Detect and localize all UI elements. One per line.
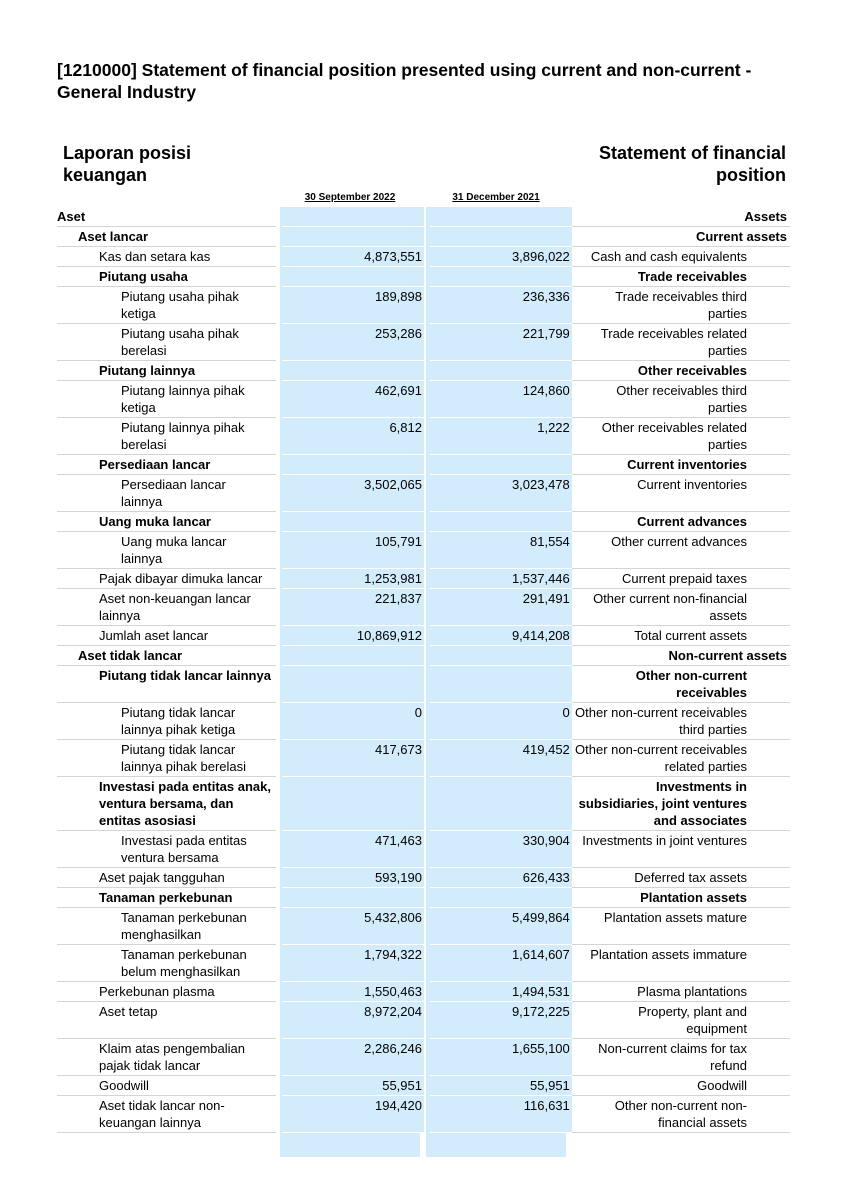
table-row xyxy=(57,532,790,569)
value-2022: 3,502,065 xyxy=(282,475,424,512)
english-label xyxy=(572,777,790,831)
table-row xyxy=(57,1096,790,1133)
english-label-text: Current inventories xyxy=(637,477,747,492)
value-2021: 1,537,446 xyxy=(430,569,572,589)
indonesian-label: Pajak dibayar dimuka lancar xyxy=(57,569,276,589)
table-row xyxy=(57,361,790,381)
table-row xyxy=(57,888,790,908)
value-2022: 417,673 xyxy=(282,740,424,777)
table-row xyxy=(57,646,790,666)
english-label xyxy=(572,512,790,532)
english-label-text: Investments in joint ventures xyxy=(582,833,747,848)
table-row xyxy=(57,626,790,646)
value-2021: 9,414,208 xyxy=(430,626,572,646)
english-label-text: Current prepaid taxes xyxy=(621,571,747,586)
column-header-2021: 31 December 2021 xyxy=(452,192,540,203)
indonesian-label: Uang muka lancar xyxy=(57,512,276,532)
table-row xyxy=(57,945,790,982)
table-row xyxy=(57,418,790,455)
table-row xyxy=(57,381,790,418)
english-label xyxy=(572,1096,790,1133)
english-label-text: Non-current claims for tax refund xyxy=(598,1041,747,1073)
value-2021 xyxy=(430,267,572,287)
indonesian-label: Aset tidak lancar non-keuangan lainnya xyxy=(57,1096,276,1133)
table-row xyxy=(57,1002,790,1039)
indonesian-label: Tanaman perkebunan belum menghasilkan xyxy=(57,945,276,982)
indonesian-label: Persediaan lancar xyxy=(57,455,276,475)
english-label xyxy=(572,666,790,703)
value-2022: 6,812 xyxy=(282,418,424,455)
table-row xyxy=(57,267,790,287)
indonesian-label: Perkebunan plasma xyxy=(57,982,276,1002)
table-row xyxy=(57,569,790,589)
english-label-text: Other receivables third parties xyxy=(616,383,747,415)
value-2022: 105,791 xyxy=(282,532,424,569)
english-label-text: Other receivables related parties xyxy=(601,420,747,452)
value-2022: 471,463 xyxy=(282,831,424,868)
value-2022: 4,873,551 xyxy=(282,247,424,267)
value-2022: 55,951 xyxy=(282,1076,424,1096)
table-row xyxy=(57,475,790,512)
indonesian-label: Tanaman perkebunan menghasilkan xyxy=(57,908,276,945)
english-label xyxy=(572,626,790,646)
english-header-text: Statement of financial position xyxy=(598,143,786,185)
indonesian-label: Aset pajak tangguhan xyxy=(57,868,276,888)
english-label-text: Current inventories xyxy=(627,457,747,472)
indonesian-label: Aset non-keuangan lancar lainnya xyxy=(57,589,276,626)
indonesian-header-text: Laporan posisi keuangan xyxy=(63,143,192,185)
indonesian-label: Goodwill xyxy=(57,1076,276,1096)
value-2021: 116,631 xyxy=(430,1096,572,1133)
english-label-text: Other non-current non-financial assets xyxy=(614,1098,747,1130)
english-label xyxy=(572,207,790,227)
english-label xyxy=(572,361,790,381)
indonesian-label: Persediaan lancar lainnya xyxy=(57,475,276,512)
english-label xyxy=(572,740,790,777)
english-label xyxy=(572,475,790,512)
value-2021 xyxy=(430,646,572,666)
indonesian-label: Jumlah aset lancar xyxy=(57,626,276,646)
value-2022 xyxy=(282,455,424,475)
table-row xyxy=(57,740,790,777)
english-label-text: Current assets xyxy=(695,229,787,244)
value-2021: 1,655,100 xyxy=(430,1039,572,1076)
english-label xyxy=(572,287,790,324)
table-row xyxy=(57,287,790,324)
value-2021: 81,554 xyxy=(430,532,572,569)
indonesian-label: Kas dan setara kas xyxy=(57,247,276,267)
indonesian-label: Piutang usaha pihak berelasi xyxy=(57,324,276,361)
table-row xyxy=(57,831,790,868)
value-2021 xyxy=(430,888,572,908)
value-2021: 55,951 xyxy=(430,1076,572,1096)
value-2021: 419,452 xyxy=(430,740,572,777)
english-label xyxy=(572,267,790,287)
english-label-text: Property, plant and equipment xyxy=(638,1004,747,1036)
english-label-text: Trade receivables related parties xyxy=(600,326,747,358)
value-2022 xyxy=(282,227,424,247)
value-2022: 253,286 xyxy=(282,324,424,361)
value-2022: 1,550,463 xyxy=(282,982,424,1002)
english-label xyxy=(572,982,790,1002)
value-2021 xyxy=(430,777,572,831)
value-2021: 1,494,531 xyxy=(430,982,572,1002)
table-row xyxy=(57,589,790,626)
indonesian-label: Tanaman perkebunan xyxy=(57,888,276,908)
english-label xyxy=(572,455,790,475)
value-2021 xyxy=(430,666,572,703)
table-row xyxy=(57,1039,790,1076)
indonesian-label: Klaim atas pengembalian pajak tidak lancar xyxy=(57,1039,276,1076)
english-label xyxy=(572,945,790,982)
english-label-text: Other receivables xyxy=(637,363,747,378)
english-label xyxy=(572,831,790,868)
indonesian-label: Piutang tidak lancar lainnya pihak berelasi xyxy=(57,740,276,777)
english-label xyxy=(572,703,790,740)
table-row xyxy=(57,455,790,475)
value-2022 xyxy=(282,777,424,831)
english-label-text: Other non-current receivables xyxy=(635,668,747,700)
indonesian-label: Piutang usaha xyxy=(57,267,276,287)
indonesian-label: Investasi pada entitas anak, ventura bersama, dan entitas asosiasi xyxy=(57,777,276,831)
english-label-text: Plantation assets mature xyxy=(603,910,747,925)
indonesian-label: Aset lancar xyxy=(57,227,276,247)
english-label xyxy=(572,227,790,247)
indonesian-label: Piutang tidak lancar lainnya pihak ketiga xyxy=(57,703,276,740)
value-2022: 1,253,981 xyxy=(282,569,424,589)
indonesian-header xyxy=(63,142,213,186)
value-2021: 1,222 xyxy=(430,418,572,455)
english-label xyxy=(572,418,790,455)
english-label-text: Plantation assets xyxy=(640,890,747,905)
english-label-text: Non-current assets xyxy=(668,648,787,663)
table-row xyxy=(57,908,790,945)
statement-title: [1210000] Statement of financial position presented using current and non-current - General Industry xyxy=(57,60,752,102)
english-label-text: Other non-current receivables related parties xyxy=(575,742,747,774)
english-label-text: Investments in subsidiaries, joint ventures and associates xyxy=(578,779,747,828)
english-label-text: Plantation assets immature xyxy=(590,947,747,962)
value-2022 xyxy=(282,666,424,703)
value-2022: 0 xyxy=(282,703,424,740)
value-2021: 3,023,478 xyxy=(430,475,572,512)
english-label-text: Plasma plantations xyxy=(637,984,747,999)
english-label xyxy=(572,908,790,945)
value-2021: 330,904 xyxy=(430,831,572,868)
table-row xyxy=(57,777,790,831)
indonesian-label: Piutang lainnya pihak ketiga xyxy=(57,381,276,418)
indonesian-label: Aset xyxy=(57,207,276,227)
value-2022: 462,691 xyxy=(282,381,424,418)
value-2022 xyxy=(282,888,424,908)
value-2022: 8,972,204 xyxy=(282,1002,424,1039)
value-2022 xyxy=(282,512,424,532)
value-2021 xyxy=(430,227,572,247)
table-row xyxy=(57,703,790,740)
indonesian-label: Piutang usaha pihak ketiga xyxy=(57,287,276,324)
english-label xyxy=(572,1002,790,1039)
value-2022 xyxy=(282,361,424,381)
english-label-text: Assets xyxy=(744,209,787,224)
indonesian-label: Piutang tidak lancar lainnya xyxy=(57,666,276,703)
value-2021: 221,799 xyxy=(430,324,572,361)
english-label xyxy=(572,868,790,888)
english-label xyxy=(572,1039,790,1076)
table-row xyxy=(57,207,790,227)
value-2021: 124,860 xyxy=(430,381,572,418)
english-label-text: Total current assets xyxy=(634,628,747,643)
english-label-text: Cash and cash equivalents xyxy=(590,249,747,264)
indonesian-label: Uang muka lancar lainnya xyxy=(57,532,276,569)
english-label-text: Current advances xyxy=(637,514,747,529)
table-row xyxy=(57,227,790,247)
english-label xyxy=(572,589,790,626)
indonesian-label: Piutang lainnya pihak berelasi xyxy=(57,418,276,455)
indonesian-label: Piutang lainnya xyxy=(57,361,276,381)
value-2022: 194,420 xyxy=(282,1096,424,1133)
value-2021: 1,614,607 xyxy=(430,945,572,982)
financial-position-table xyxy=(57,207,790,1133)
english-label-text: Trade receivables third parties xyxy=(615,289,747,321)
english-label-text: Trade receivables xyxy=(637,269,747,284)
value-2021 xyxy=(430,207,572,227)
value-2022: 221,837 xyxy=(282,589,424,626)
column-header-2022: 30 September 2022 xyxy=(304,192,396,203)
english-label xyxy=(572,569,790,589)
value-2021: 626,433 xyxy=(430,868,572,888)
value-2022: 2,286,246 xyxy=(282,1039,424,1076)
value-2021: 3,896,022 xyxy=(430,247,572,267)
english-label xyxy=(572,324,790,361)
table-row xyxy=(57,324,790,361)
english-label-text: Other current non-financial assets xyxy=(593,591,747,623)
english-label-text: Other non-current receivables third parties xyxy=(575,705,747,737)
value-2021: 236,336 xyxy=(430,287,572,324)
value-2021 xyxy=(430,455,572,475)
value-2022 xyxy=(282,267,424,287)
table-row xyxy=(57,512,790,532)
table-body xyxy=(57,207,790,1133)
value-2021 xyxy=(430,361,572,381)
english-label xyxy=(572,381,790,418)
value-2021 xyxy=(430,512,572,532)
value-2022: 189,898 xyxy=(282,287,424,324)
table-row xyxy=(57,982,790,1002)
english-label xyxy=(572,247,790,267)
english-label xyxy=(572,888,790,908)
value-2022: 10,869,912 xyxy=(282,626,424,646)
value-2022 xyxy=(282,207,424,227)
english-label-text: Deferred tax assets xyxy=(634,870,747,885)
value-2022: 1,794,322 xyxy=(282,945,424,982)
value-2021: 9,172,225 xyxy=(430,1002,572,1039)
value-2022 xyxy=(282,646,424,666)
value-2021: 0 xyxy=(430,703,572,740)
value-2022: 5,432,806 xyxy=(282,908,424,945)
english-header xyxy=(576,142,786,186)
table-row xyxy=(57,666,790,703)
english-label xyxy=(572,1076,790,1096)
english-label-text: Other current advances xyxy=(611,534,747,549)
english-label xyxy=(572,532,790,569)
english-label-text: Goodwill xyxy=(697,1078,747,1093)
indonesian-label: Investasi pada entitas ventura bersama xyxy=(57,831,276,868)
value-2022: 593,190 xyxy=(282,868,424,888)
indonesian-label: Aset tidak lancar xyxy=(57,646,276,666)
english-label xyxy=(572,646,790,666)
indonesian-label: Aset tetap xyxy=(57,1002,276,1039)
value-2021: 291,491 xyxy=(430,589,572,626)
table-row xyxy=(57,1076,790,1096)
table-row xyxy=(57,868,790,888)
value-2021: 5,499,864 xyxy=(430,908,572,945)
table-row xyxy=(57,247,790,267)
